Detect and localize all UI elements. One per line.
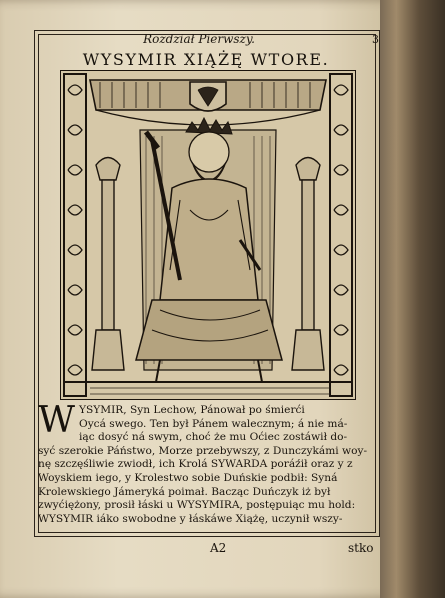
text-line-9: WYSYMIR iáko swobodne y łáskáwe Xiążę, uczynił wszy- <box>38 512 343 525</box>
text-line-2: Oycá swego. Ten był Pánem walecznym; á nie má- <box>79 417 348 430</box>
text-line-6: Woyskiem iego, y Krolestwo sobie Duńskie podbił: Syná <box>38 471 338 484</box>
woodcut-illustration <box>60 70 356 400</box>
text-line-8: zwyćiężony, prosił łáski u WYSYMIRA, postępuiąc mu hold: <box>38 499 356 512</box>
text-line-4: syć szerokie Páństwo, Morze przebywszy, z Dunczykámi woy- <box>38 444 368 457</box>
text-line-7: Krolewskiego Jámeryká poimał. Bacząc Duńczyk iż był <box>38 485 331 498</box>
book-edge <box>380 0 445 598</box>
page-number: 3 <box>372 33 379 46</box>
text-line-3: iąc dosyć ná swym, choć że mu Oćiec zostáwił do- <box>79 431 348 444</box>
running-head: Rozdział Pierwszy. <box>143 32 255 46</box>
coat-of-arms-icon <box>190 82 226 111</box>
signature-mark: A2 <box>210 541 227 555</box>
text-line-1: YSYMIR, Syn Lechow, Pánował po śmierći <box>79 404 305 416</box>
chapter-title: WYSYMIR XIĄŻĘ WTORE. <box>82 50 330 69</box>
body-text <box>38 400 374 526</box>
text-line-5: nę szczęśliwie zwiodł, ich Krolá SYWARDA poráźił oraz y z <box>38 458 353 471</box>
catchword: stko <box>348 541 374 555</box>
drop-cap: W <box>38 400 76 441</box>
